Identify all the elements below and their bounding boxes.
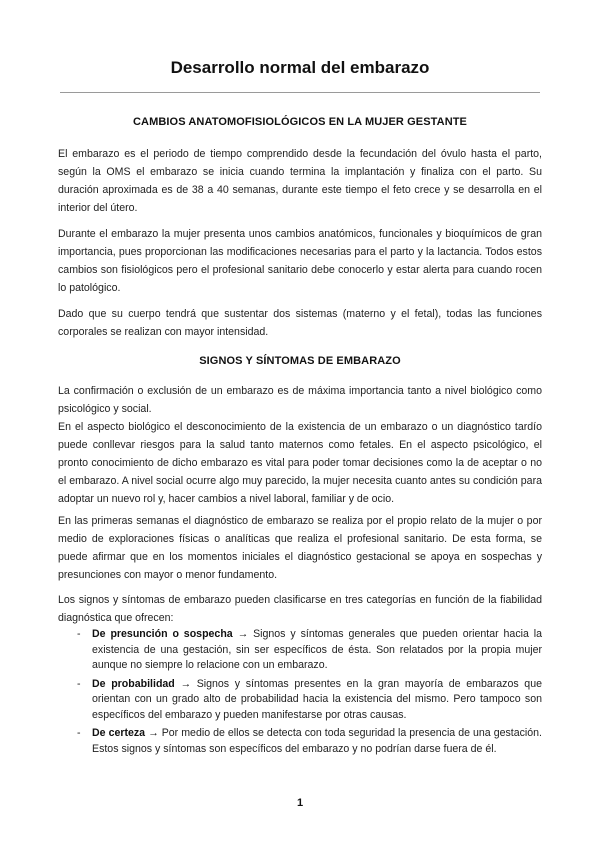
list-item-text: → Por medio de ellos se detecta con toda seguridad la presencia de una gestación. Estos signos y síntomas son específicos del embarazo y no podrían darse fuera de él. bbox=[92, 727, 542, 755]
title-divider bbox=[60, 92, 540, 93]
paragraph-primeras-semanas: En las primeras semanas el diagnóstico de embarazo se realiza por el propio relato de la mujer o por medio de exploraciones físicas o analíticas que realiza el profesional sanitario. De esta forma, se puede afirmar que en los momentos iniciales el diagnóstico gestacional se apoya en sospechas y presunciones con mayor o menor fundamento. bbox=[58, 515, 542, 581]
list-item bbox=[58, 726, 542, 757]
bullet-dash: - bbox=[77, 677, 81, 690]
bullet-dash: - bbox=[77, 628, 81, 640]
list-item-term: De presunción o sospecha bbox=[92, 628, 233, 640]
page-title: Desarrollo normal del embarazo bbox=[170, 58, 430, 77]
list-item bbox=[58, 677, 542, 724]
list-item-text: → Signos y síntomas generales que pueden orientar hacia la existencia de una gestación, sin ser específicos de ésta. Son relatados por la propia mujer aunque no siempre lo relacione con un embarazo. bbox=[92, 628, 543, 671]
list-item-term: De probabilidad bbox=[92, 677, 175, 690]
page-number: 1 bbox=[296, 797, 304, 809]
list-item-term: De certeza bbox=[92, 727, 146, 739]
bullet-dash: - bbox=[77, 727, 81, 739]
paragraph-sistemas: Dado que su cuerpo tendrá que sustentar dos sistemas (materno y el fetal), todas las funciones corporales se realizan con mayor intensidad. bbox=[58, 308, 542, 338]
section-heading-signos: SIGNOS Y SÍNTOMAS DE EMBARAZO bbox=[199, 355, 401, 367]
paragraph-cambios: Durante el embarazo la mujer presenta unos cambios anatómicos, funcionales y bioquímicos de gran importancia, pues proporcionan las modificaciones necesarias para el parto y la lactancia. Todos estos cambios son fisiológicos pero el profesional sanitario debe conocerlo y estar alerta para cuando rocen lo patológico. bbox=[58, 228, 542, 294]
section-heading-cambios: CAMBIOS ANATOMOFISIOLÓGICOS EN LA MUJER GESTANTE bbox=[133, 116, 467, 128]
list-item-text: → Signos y síntomas presentes en la gran mayoría de embarazos que orientan con un grado alto de probabilidad hacia la existencia del mismo. Pero tampoco son específicos del embarazo y pueden manifestarse por otras causas. bbox=[92, 677, 542, 721]
list-item bbox=[58, 627, 542, 674]
paragraph-definicion: El embarazo es el periodo de tiempo comprendido desde la fecundación del óvulo hasta el parto, según la OMS el embarazo se inicia cuando termina la implantación y finaliza con el parto. Su duración aproximada es de 38 a 40 semanas, durante este tiempo el feto crece y se desarrolla en el interior del útero. bbox=[58, 148, 542, 214]
paragraph-clasificacion: Los signos y síntomas de embarazo pueden clasificarse en tres categorías en función de la fiabilidad diagnóstica que ofrecen: bbox=[58, 594, 542, 624]
signs-category-list bbox=[58, 627, 542, 757]
paragraph-confirmacion: La confirmación o exclusión de un embarazo es de máxima importancia tanto a nivel biológico como psicológico y social. bbox=[58, 385, 542, 415]
paragraph-aspecto-biologico: En el aspecto biológico el desconocimiento de la existencia de un embarazo o un diagnóstico tardío puede conllevar riesgos para la salud tanto maternos como fetales. En el aspecto psicológico, el pronto conocimiento de dicho embarazo es vital para poder tomar decisiones como la de aceptar o no el embarazo. A nivel social ocurre algo muy parecido, la mujer necesita cuanto antes su condición para adoptar un nuevo rol y, hacer cambios a nivel laboral, familiar y de ocio. bbox=[58, 421, 542, 505]
